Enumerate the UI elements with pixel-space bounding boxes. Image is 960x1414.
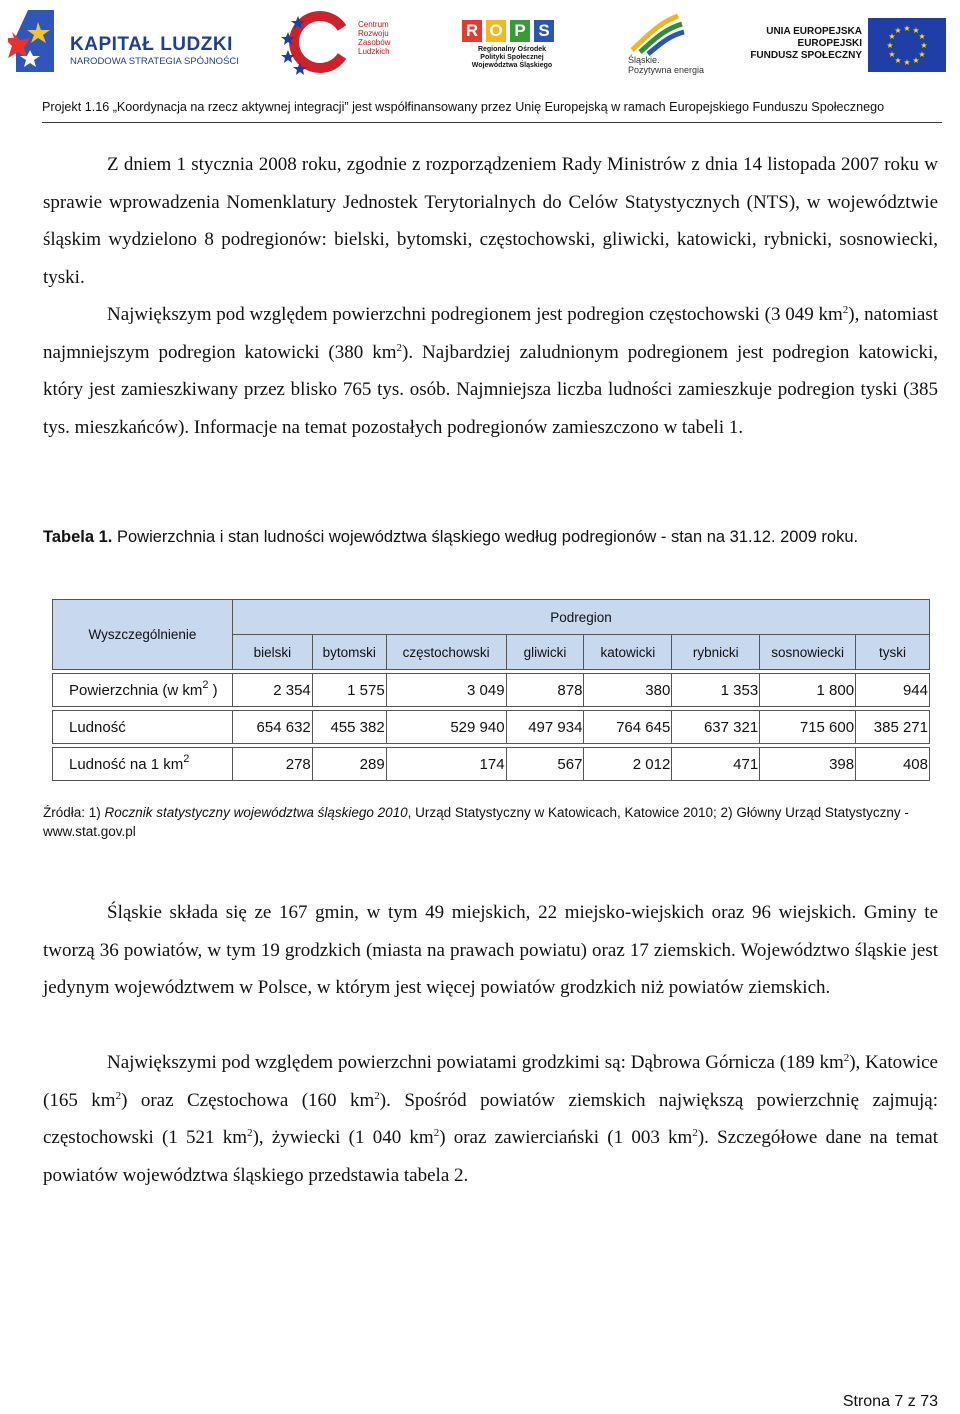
eu-stars-icon	[868, 18, 946, 72]
paragraph-4-text-f: ) oraz zawierciański (1 003 km	[439, 1127, 693, 1149]
crzl-text: Centrum Rozwoju Zasobów Ludzkich	[358, 20, 391, 56]
paragraph-4-text-d: ). Spośród powiatów ziemskich największą powierzchnię zajmują: częstochowski (1 521 km	[43, 1089, 938, 1149]
paragraph-4-text-b: ), Katowice (165 km	[43, 1052, 938, 1111]
table-row	[53, 674, 930, 707]
table-cell: 471	[672, 748, 760, 781]
column-header: bytomski	[312, 635, 386, 670]
paragraph-2	[43, 296, 938, 446]
table-cell: 715 600	[760, 711, 856, 744]
table-cell: 278	[232, 748, 312, 781]
svg-text:★: ★	[903, 24, 911, 33]
source-prefix: Źródła: 1)	[43, 805, 105, 820]
paragraph-4-sup: 2	[374, 1089, 380, 1102]
table-cell: 3 049	[386, 674, 506, 707]
slaskie-logo	[612, 6, 705, 76]
paragraph-2-text-a: Największym pod względem powierzchni podregionem jest podregion częstochowski (3 049 km	[107, 304, 843, 325]
paragraph-4	[43, 1044, 938, 1194]
paragraph-3-text: Śląskie składa się ze 167 gmin, w tym 49 miejskich, 22 miejsko-wiejskich oraz 96 wiejskich. Gminy te tworzą 36 powiatów, w tym 19 grodzkich (miasta na prawach powiatu) oraz 17 ziemskich. Województwo śląskie jest jedynym województwem w Polsce, w którym jest więcej powiatów grodzkich niż powiatów ziemskich.	[43, 902, 938, 999]
column-header: bielski	[232, 635, 312, 670]
paragraph-4-sup: 2	[247, 1127, 253, 1140]
row-label	[53, 748, 233, 781]
svg-text:★: ★	[918, 50, 926, 59]
table-cell: 289	[312, 748, 386, 781]
slaskie-emblem-icon	[622, 10, 692, 58]
table-cell: 2 354	[232, 674, 312, 707]
row-label-text: Ludność	[69, 718, 126, 736]
table-cell: 174	[386, 748, 506, 781]
eu-flag	[868, 18, 946, 72]
logo-bar	[0, 0, 960, 82]
table-source	[43, 803, 923, 841]
header-divider	[42, 122, 942, 123]
column-header: katowicki	[584, 635, 672, 670]
row-label	[53, 711, 233, 744]
table-caption-text: Powierzchnia i stan ludności województwa śląskiego według podregionów - stan na 31.12. 2009 roku.	[112, 528, 859, 546]
source-rest: , Urząd Statystyczny w Katowicach, Katowice 2010; 2) Główny Urząd Statystyczny - www.stat.gov.pl	[43, 805, 909, 839]
table-cell: 380	[584, 674, 672, 707]
table-cell: 764 645	[584, 711, 672, 744]
kapital-ludzki-title: KAPITAŁ LUDZKI	[70, 34, 233, 55]
svg-text:★: ★	[918, 32, 926, 41]
row-label	[53, 674, 233, 707]
table-cell: 654 632	[232, 711, 312, 744]
table-cell: 2 012	[584, 748, 672, 781]
eu-text: UNIA EUROPEJSKA EUROPEJSKI FUNDUSZ SPOŁECZNY	[750, 26, 862, 61]
paragraph-4-sup: 2	[692, 1127, 698, 1140]
rops-letter-s: S	[534, 20, 554, 42]
paragraph-4-sup: 2	[843, 1052, 850, 1064]
table-cell: 878	[506, 674, 584, 707]
table-cell: 398	[760, 748, 856, 781]
paragraph-2-text-c: ). Najbardziej zaludnionym podregionem jest podregion katowicki, który jest zamieszkiwany przez blisko 765 tys. osób. Najmniejsza liczba ludności zamieszkuje podregion tyski (385 tys. mieszkańców). Informacje na temat pozostałych podregionów zamieszczono w tabeli 1.	[43, 341, 939, 438]
paragraph-2-sup-2: 2	[396, 341, 402, 354]
table-cell: 385 271	[856, 711, 930, 744]
table-cell: 455 382	[312, 711, 386, 744]
kapital-ludzki-logo	[8, 6, 238, 76]
table-cell: 497 934	[506, 711, 584, 744]
paragraph-4-sup: 2	[115, 1089, 122, 1102]
table-row	[53, 748, 930, 781]
column-header: rybnicki	[672, 635, 760, 670]
paragraph-1	[43, 146, 938, 296]
source-title: Rocznik statystyczny województwa śląskiego 2010	[104, 805, 408, 820]
table-cell: 408	[856, 748, 930, 781]
table-cell: 944	[856, 674, 930, 707]
crzl-logo	[278, 6, 408, 76]
paragraph-2-text-b: ), natomiast najmniejszym podregion katowicki (380 km	[43, 304, 938, 363]
svg-text:★: ★	[888, 50, 896, 59]
paragraph-4-text-a: Największymi pod względem powierzchni powiatami grodzkimi są: Dąbrowa Górnicza (189 km	[107, 1052, 844, 1073]
row-label-text: Powierzchnia (w km	[69, 681, 203, 699]
table-caption	[43, 526, 943, 549]
paragraph-4-text-c: ) oraz Częstochowa (160 km	[121, 1089, 375, 1111]
paragraph-2-sup-1: 2	[842, 304, 849, 316]
rops-letter-o: O	[486, 20, 506, 42]
project-line: Projekt 1.16 „Koordynacja na rzecz aktywnej integracji” jest współfinansowany przez Unię Europejską w ramach Europejskiego Funduszu Społecznego	[42, 100, 885, 114]
subregion-table	[52, 599, 930, 781]
group-header-cell: Podregion	[232, 600, 929, 635]
kapital-ludzki-subtitle: NARODOWA STRATEGIA SPÓJNOŚCI	[70, 56, 239, 67]
paragraph-3	[43, 894, 938, 1007]
table-cell: 1 353	[672, 674, 760, 707]
table-cell: 637 321	[672, 711, 760, 744]
svg-text:★: ★	[888, 32, 896, 41]
paragraph-1-text: Z dniem 1 stycznia 2008 roku, zgodnie z rozporządzeniem Rady Ministrów z dnia 14 listopada 2007 roku w sprawie wprowadzenia Nomenklatury Jednostek Terytorialnych do Celów Statystycznych (NTS), w województwie śląskim wydzielono 8 podregionów: bielski, bytomski, częstochowski, gliwicki, katowicki, rybnicki, sosnowiecki, tyski.	[43, 154, 938, 288]
column-header: sosnowiecki	[760, 635, 856, 670]
svg-text:★: ★	[912, 26, 920, 35]
table-cell: 567	[506, 748, 584, 781]
svg-text:★: ★	[903, 58, 911, 67]
svg-text:★: ★	[886, 41, 894, 50]
page-number: Strona 7 z 73	[842, 1393, 938, 1410]
table-cell: 1 800	[760, 674, 856, 707]
row-label-text: Ludność na 1 km	[69, 755, 184, 773]
kapital-ludzki-star-icon	[8, 6, 62, 76]
svg-text:★: ★	[912, 56, 920, 65]
column-header: tyski	[856, 635, 930, 670]
slaskie-text: Śląskie. Pozytywna energia	[628, 55, 705, 75]
row-label-sup: 2	[202, 678, 209, 691]
rops-text: Regionalny Ośrodek Polityki Społecznej Województwa Śląskiego	[471, 46, 553, 69]
row-header-cell: Wyszczególnienie	[53, 600, 233, 670]
table-row	[53, 711, 930, 744]
svg-text:★: ★	[894, 26, 902, 35]
table-cell: 529 940	[386, 711, 506, 744]
row-label-sup: 2	[183, 752, 190, 765]
crzl-emblem-icon	[278, 6, 356, 76]
rops-letter-p: P	[510, 20, 530, 42]
paragraph-4-text-e: ), żywiecki (1 040 km	[252, 1127, 434, 1149]
rops-logo	[454, 6, 574, 76]
paragraph-4-text-g: ). Szczegółowe dane na temat powiatów województwa śląskiego przedstawia tabela 2.	[43, 1127, 939, 1186]
eu-logo	[750, 6, 955, 76]
paragraph-4-sup: 2	[433, 1127, 440, 1140]
table-cell: 1 575	[312, 674, 386, 707]
column-header: gliwicki	[506, 635, 584, 670]
table-caption-label: Tabela 1.	[43, 528, 113, 546]
column-header: częstochowski	[386, 635, 506, 670]
row-label-end: )	[208, 681, 218, 699]
rops-letter-r: R	[462, 20, 482, 42]
svg-text:★: ★	[894, 56, 902, 65]
svg-text:★: ★	[920, 41, 928, 50]
